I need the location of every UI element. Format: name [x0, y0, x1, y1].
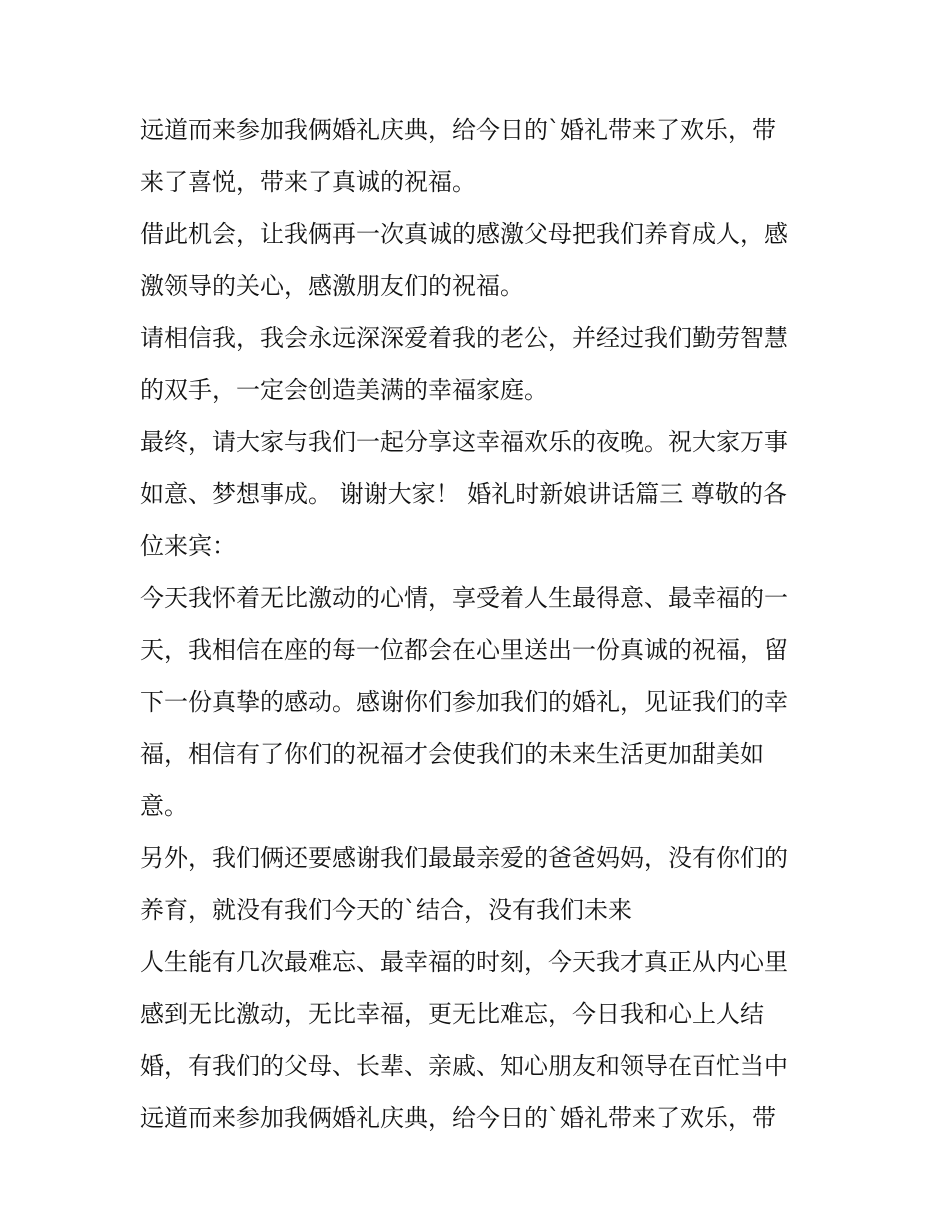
- text-line: 养育，就没有我们今天的`结合，没有我们未来: [140, 896, 632, 924]
- text-line: 请相信我，我会永远深深爱着我的老公，并经过我们勤劳智慧: [140, 324, 788, 352]
- text-line: 最终，请大家与我们一起分享这幸福欢乐的夜晚。祝大家万事: [140, 428, 788, 456]
- text-line: 如意、梦想事成。 谢谢大家！ 婚礼时新娘讲话篇三 尊敬的各: [140, 480, 787, 508]
- document-body: [140, 108, 830, 1148]
- text-line: 人生能有几次最难忘、最幸福的时刻，今天我才真正从内心里: [140, 948, 788, 976]
- text-line: 婚，有我们的父母、长辈、亲戚、知心朋友和领导在百忙当中: [140, 1052, 788, 1080]
- text-line: 今天我怀着无比激动的心情，享受着人生最得意、最幸福的一: [140, 584, 788, 612]
- text-line: 感到无比激动，无比幸福，更无比难忘，今日我和心上人结: [140, 1000, 764, 1028]
- text-line: 借此机会，让我俩再一次真诚的感激父母把我们养育成人，感: [140, 220, 788, 248]
- text-line: 天，我相信在座的每一位都会在心里送出一份真诚的祝福，留: [140, 636, 788, 664]
- text-line: 来了喜悦，带来了真诚的祝福。: [140, 168, 476, 196]
- text-line: 远道而来参加我俩婚礼庆典，给今日的`婚礼带来了欢乐，带: [140, 1104, 776, 1132]
- text-line: 下一份真挚的感动。感谢你们参加我们的婚礼，见证我们的幸: [140, 688, 788, 716]
- text-line: 另外，我们俩还要感谢我们最最亲爱的爸爸妈妈，没有你们的: [140, 844, 788, 872]
- text-line: 远道而来参加我俩婚礼庆典，给今日的`婚礼带来了欢乐，带: [140, 116, 776, 144]
- text-line: 位来宾：: [140, 532, 236, 560]
- text-line: 的双手，一定会创造美满的幸福家庭。: [140, 376, 548, 404]
- text-line: 福，相信有了你们的祝福才会使我们的未来生活更加甜美如: [140, 740, 764, 768]
- text-line: 激领导的关心，感激朋友们的祝福。: [140, 272, 524, 300]
- text-line: 意。: [140, 792, 188, 820]
